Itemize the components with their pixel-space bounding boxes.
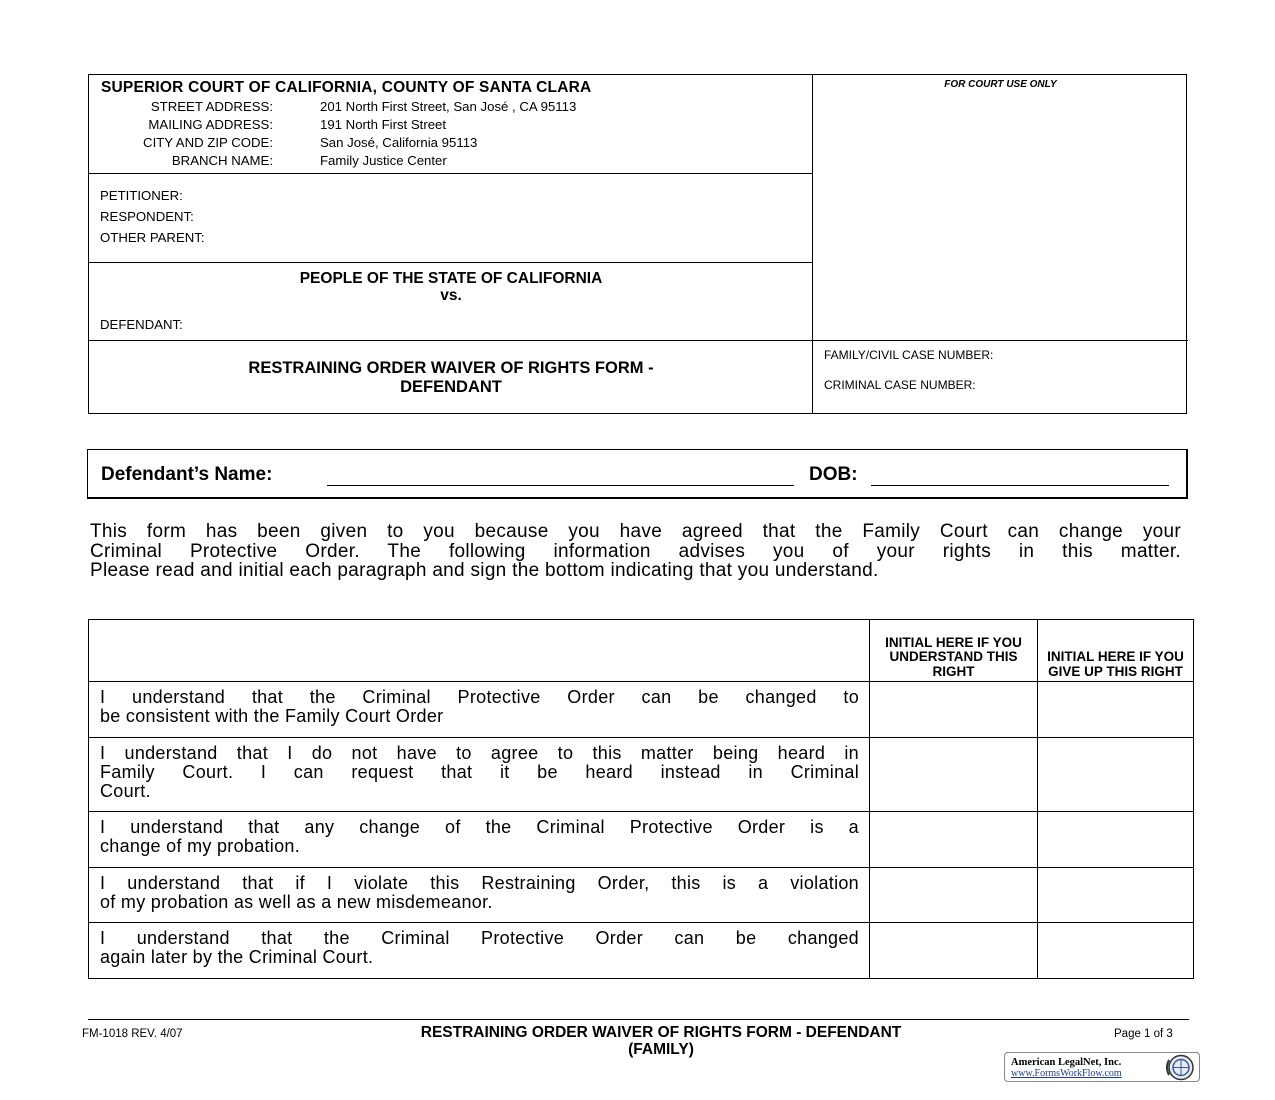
- page-number: Page 1 of 3: [1114, 1028, 1173, 1040]
- initial-give-up-cell[interactable]: [1038, 868, 1194, 923]
- intro-line: This form has been given to you because you have agreed that the Family Court can change your: [90, 521, 1181, 542]
- respondent-label: RESPONDENT:: [100, 209, 194, 224]
- statement-header-cell: [89, 620, 870, 682]
- statement-cell: [89, 923, 870, 979]
- statement-line: I understand that I do not have to agree to this matter being heard in: [100, 743, 859, 763]
- statement-line: change of my probation.: [100, 836, 301, 856]
- rights-table: [88, 619, 1194, 979]
- logo-url-link[interactable]: www.FormsWorkFlow.com: [1011, 1068, 1122, 1079]
- defendant-name-label: Defendant’s Name:: [101, 464, 273, 485]
- family-civil-case-number-label: FAMILY/CIVIL CASE NUMBER:: [824, 348, 994, 362]
- statement-line: of my probation as well as a new misdemeanor.: [100, 892, 493, 912]
- dob-label: DOB:: [809, 464, 858, 485]
- initial-understand-cell[interactable]: [870, 738, 1038, 812]
- statement-cell: [89, 812, 870, 868]
- table-row: [89, 923, 1194, 979]
- table-row: [89, 812, 1194, 868]
- statement-cell: [89, 682, 870, 738]
- defendant-label: DEFENDANT:: [100, 317, 183, 332]
- globe-icon: [1163, 1054, 1197, 1081]
- form-title-line1: RESTRAINING ORDER WAIVER OF RIGHTS FORM -: [248, 359, 654, 377]
- criminal-case-number-label: CRIMINAL CASE NUMBER:: [824, 378, 976, 392]
- form-title-section: [89, 341, 813, 415]
- initial-understand-cell[interactable]: [870, 923, 1038, 979]
- statement-line: be consistent with the Family Court Order: [100, 706, 444, 726]
- statement-line: I understand that any change of the Criminal Protective Order is a: [100, 817, 859, 837]
- form-title-line2: DEFENDANT: [400, 378, 502, 396]
- city-zip-value: San José, California 95113: [320, 135, 478, 150]
- branch-name-label: BRANCH NAME:: [171, 153, 273, 168]
- case-number-divider: [813, 340, 1188, 341]
- court-name: SUPERIOR COURT OF CALIFORNIA, COUNTY OF SANTA CLARA: [101, 79, 592, 96]
- footer-title-line2: (FAMILY): [628, 1041, 694, 1058]
- versus-label: vs.: [440, 287, 462, 304]
- american-legalnet-logo[interactable]: [1004, 1052, 1200, 1082]
- mailing-address-label: MAILING ADDRESS:: [148, 117, 273, 132]
- petitioner-label: PETITIONER:: [100, 188, 183, 203]
- table-row: [89, 738, 1194, 812]
- people-heading: PEOPLE OF THE STATE OF CALIFORNIA: [299, 270, 603, 287]
- logo-name: American LegalNet, Inc.: [1011, 1057, 1122, 1068]
- statement-line: Family Court. I can request that it be heard instead in Criminal: [100, 762, 859, 782]
- table-row: [89, 868, 1194, 923]
- other-parent-label: OTHER PARENT:: [100, 230, 205, 245]
- mailing-address-value: 191 North First Street: [320, 117, 447, 132]
- intro-paragraph: [90, 522, 1181, 581]
- caption-box: [88, 74, 1187, 414]
- dob-field[interactable]: [871, 485, 1169, 486]
- statement-cell: [89, 738, 870, 812]
- initial-give-up-cell[interactable]: [1038, 738, 1194, 812]
- initial-give-up-cell[interactable]: [1038, 682, 1194, 738]
- parties-section: [89, 174, 812, 263]
- understand-column-header: INITIAL HERE IF YOU UNDERSTAND THIS RIGHT: [870, 620, 1038, 682]
- court-use-label: FOR COURT USE ONLY: [944, 79, 1057, 90]
- statement-line: Court.: [100, 781, 151, 801]
- branch-name-value: Family Justice Center: [320, 153, 447, 168]
- form-number: FM-1018 REV. 4/07: [82, 1028, 183, 1040]
- statement-line: I understand that the Criminal Protective Order can be changed: [100, 928, 859, 948]
- initial-understand-cell[interactable]: [870, 682, 1038, 738]
- intro-line: Criminal Protective Order. The following information advises you of your rights in this matter.: [90, 540, 1181, 562]
- initial-give-up-cell[interactable]: [1038, 812, 1194, 868]
- statement-line: again later by the Criminal Court.: [100, 947, 374, 967]
- statement-cell: [89, 868, 870, 923]
- table-header-row: [89, 620, 1194, 682]
- footer-title-line1: RESTRAINING ORDER WAIVER OF RIGHTS FORM - DEFENDANT: [420, 1024, 902, 1041]
- initial-understand-cell[interactable]: [870, 812, 1038, 868]
- court-info-section: [89, 75, 812, 174]
- street-address-label: STREET ADDRESS:: [150, 99, 273, 114]
- intro-line: Please read and initial each paragraph and sign the bottom indicating that you understand.: [90, 560, 879, 581]
- statement-line: I understand that if I violate this Restraining Order, this is a violation: [100, 873, 859, 893]
- initial-understand-cell[interactable]: [870, 868, 1038, 923]
- people-section: [89, 263, 812, 341]
- initial-give-up-cell[interactable]: [1038, 923, 1194, 979]
- statement-line: I understand that the Criminal Protective Order can be changed to: [100, 687, 859, 707]
- defendant-name-field[interactable]: [327, 485, 794, 486]
- street-address-value: 201 North First Street, San José , CA 95113: [320, 99, 577, 114]
- give-up-column-header: INITIAL HERE IF YOU GIVE UP THIS RIGHT: [1038, 620, 1194, 682]
- city-zip-label: CITY AND ZIP CODE:: [143, 135, 273, 150]
- footer-divider: [88, 1019, 1189, 1020]
- defendant-info-box: [87, 449, 1188, 499]
- court-column: [89, 75, 813, 413]
- table-row: [89, 682, 1194, 738]
